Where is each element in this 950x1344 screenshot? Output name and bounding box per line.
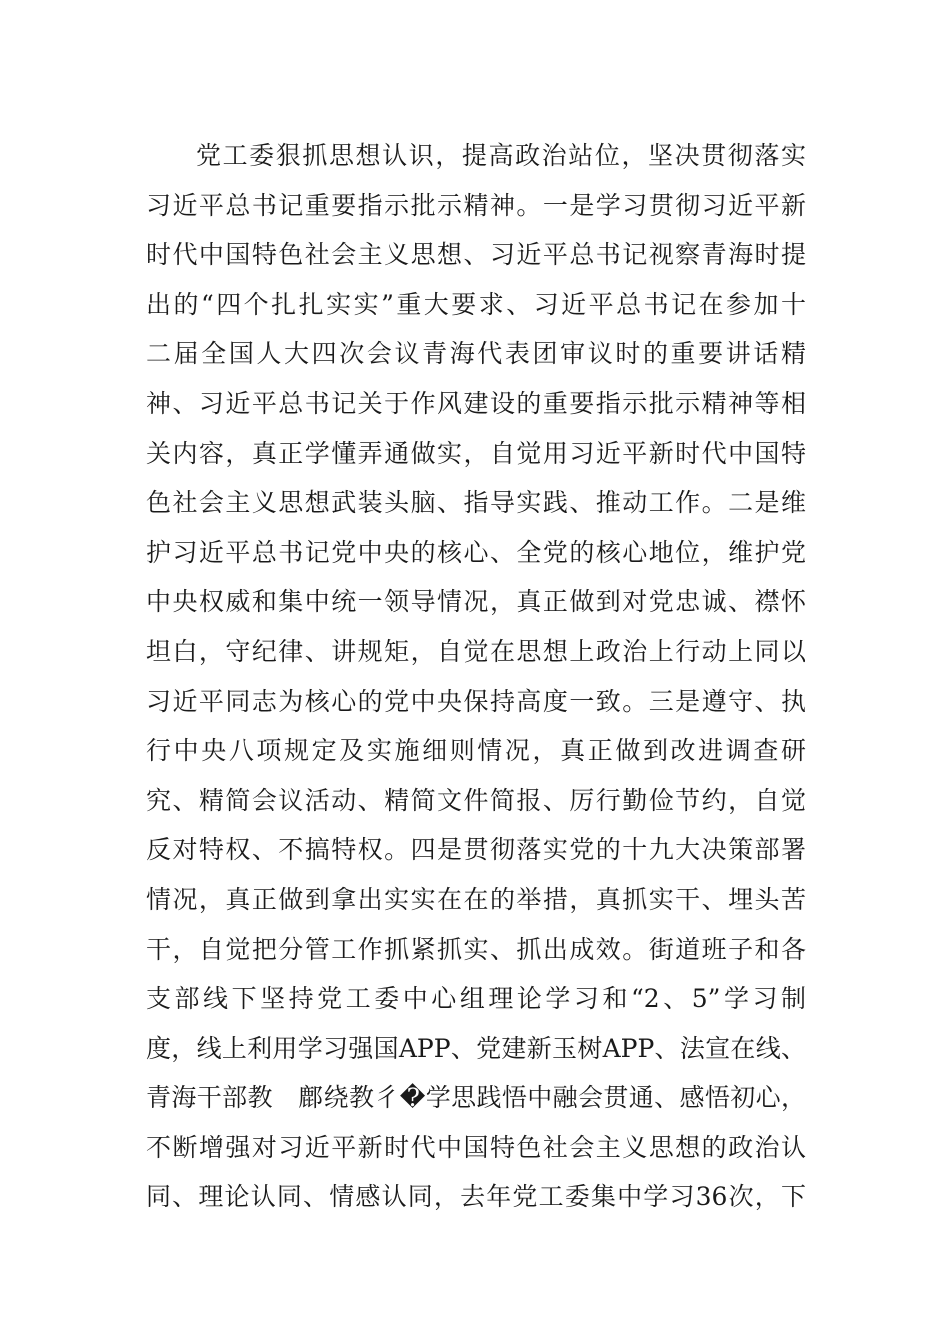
text-line: 关内容，真正学懂弄通做实，自觉用习近平新时代中国特: [146, 438, 806, 468]
text-line: 度，线上利用学习强国APP、党建新玉树APP、法宣在线、: [146, 1033, 806, 1063]
text-line: 不断增强对习近平新时代中国特色社会主义思想的政治认: [146, 1132, 806, 1162]
text-line: 习近平同志为核心的党中央保持高度一致。三是遵守、执: [146, 686, 806, 716]
text-line: 护习近平总书记党中央的核心、全党的核心地位，维护党: [146, 537, 806, 567]
text-line: 色社会主义思想武装头脑、指导实践、推动工作。二是维: [146, 488, 806, 518]
text-line: 反对特权、不搞特权。四是贯彻落实党的十九大决策部署: [146, 835, 806, 865]
text-line: 习近平总书记重要指示批示精神。一是学习贯彻习近平新: [146, 190, 806, 220]
body-paragraph: [146, 131, 806, 1222]
text-line: 二届全国人大四次会议青海代表团审议时的重要讲话精: [146, 339, 806, 369]
text-line: 情况，真正做到拿出实实在在的举措，真抓实干、埋头苦: [146, 884, 806, 914]
text-line: 坦白，守纪律、讲规矩，自觉在思想上政治上行动上同以: [146, 636, 806, 666]
text-line: 同、理论认同、情感认同，去年党工委集中学习36次，下: [146, 1182, 806, 1212]
text-line: 中央权威和集中统一领导情况，真正做到对党忠诚、襟怀: [146, 587, 806, 617]
text-line: 究、精简会议活动、精简文件简报、厉行勤俭节约，自觉: [146, 785, 806, 815]
text-line: 时代中国特色社会主义思想、习近平总书记视察青海时提: [146, 240, 806, 270]
text-line: 青海干部教 鄜绕教彳�学思践悟中融会贯通、感悟初心，: [146, 1083, 806, 1113]
text-line: 行中央八项规定及实施细则情况，真正做到改进调查研: [146, 736, 806, 766]
text-line: 支部线下坚持党工委中心组理论学习和“2、5”学习制: [146, 984, 806, 1014]
text-line: 党工委狠抓思想认识，提高政治站位，坚决贯彻落实: [196, 141, 806, 170]
text-line: 神、习近平总书记关于作风建设的重要指示批示精神等相: [146, 388, 806, 418]
text-line: 出的“四个扎扎实实”重大要求、习近平总书记在参加十: [146, 289, 806, 319]
text-line: 干，自觉把分管工作抓紧抓实、抓出成效。街道班子和各: [146, 934, 806, 964]
